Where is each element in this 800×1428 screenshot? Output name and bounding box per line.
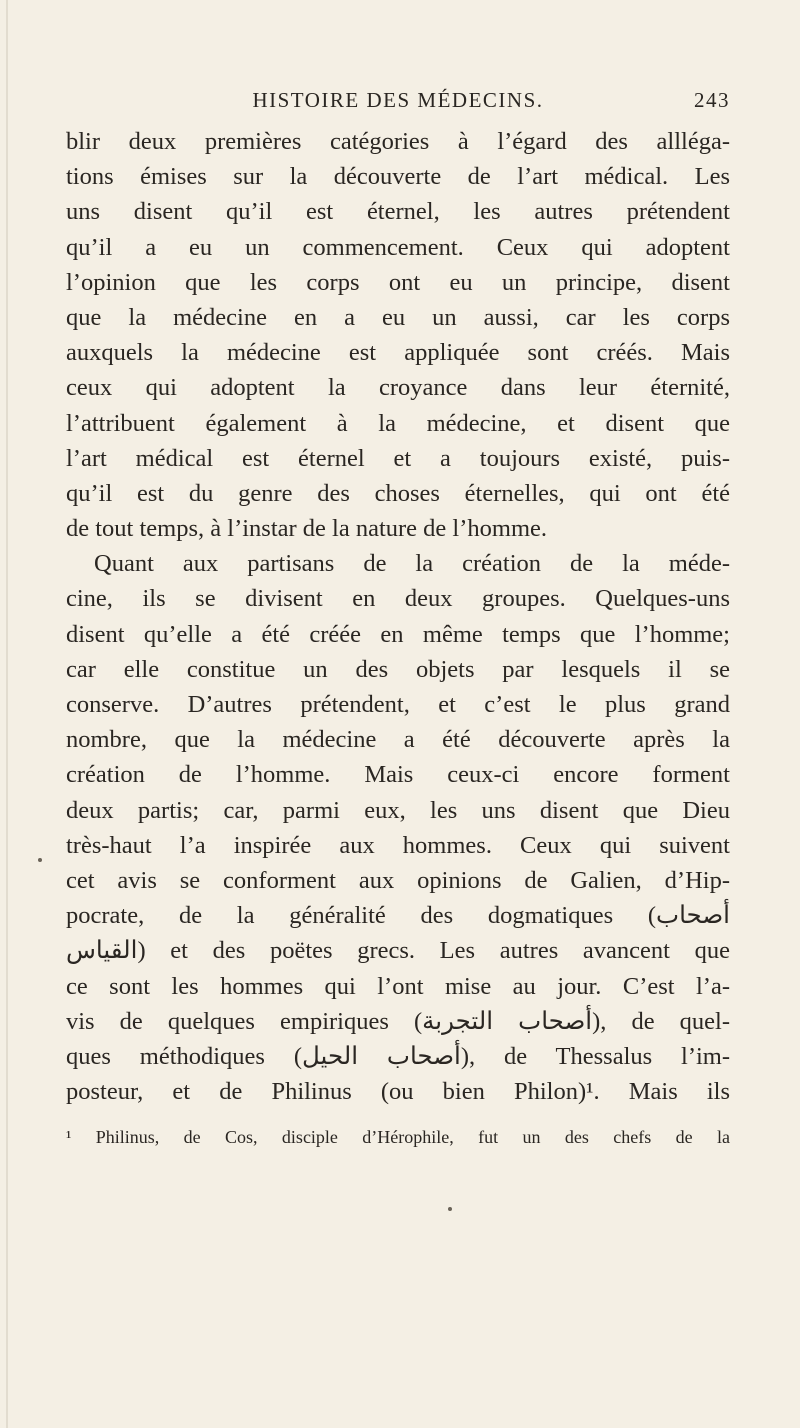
text-line: nombre, que la médecine a été découverte après la	[66, 726, 730, 754]
text-line: de tout temps, à l’instar de la nature de l’homme.	[66, 515, 548, 543]
text-line: uns disent qu’il est éternel, les autres prétendent	[66, 198, 730, 226]
footnote: ¹ Philinus, de Cos, disciple d’Hérophile, fut un des chefs de la	[66, 1127, 730, 1147]
text-line: ques méthodiques (أصحاب الحيل), de Thessalus l’im-	[66, 1042, 730, 1070]
text-line: blir deux premières catégories à l’égard des allléga-	[66, 128, 730, 155]
text-line: deux partis; car, parmi eux, les uns disent que Dieu	[66, 796, 730, 824]
text-line: ce sont les hommes qui l’ont mise au jour. C’est l’a-	[66, 972, 730, 1000]
body-text	[66, 124, 730, 1109]
running-head	[66, 88, 730, 118]
text-line: très-haut l’a inspirée aux hommes. Ceux qui suivent	[66, 831, 730, 859]
page-edge	[6, 0, 8, 1428]
text-line: cine, ils se divisent en deux groupes. Quelques-uns	[66, 585, 730, 613]
running-title: HISTOIRE DES MÉDECINS.	[252, 88, 544, 112]
text-line: l’opinion que les corps ont eu un principe, disent	[66, 268, 730, 296]
text-line: car elle constitue un des objets par lesquels il se	[66, 655, 730, 683]
text-line: auxquels la médecine est appliquée sont créés. Mais	[66, 339, 730, 367]
text-line: القياس) et des poëtes grecs. Les autres avancent que	[66, 937, 730, 965]
text-line: que la médecine en a eu un aussi, car les corps	[66, 303, 730, 331]
text-line: tions émises sur la découverte de l’art médical. Les	[66, 163, 730, 191]
text-line: pocrate, de la généralité des dogmatiques (أصحاب	[66, 902, 730, 930]
text-line: qu’il a eu un commencement. Ceux qui adoptent	[66, 233, 730, 261]
page-number: 243	[694, 88, 730, 112]
text-line: conserve. D’autres prétendent, et c’est le plus grand	[66, 691, 730, 718]
text-line: qu’il est du genre des choses éternelles, qui ont été	[66, 479, 730, 507]
text-line: posteur, et de Philinus (ou bien Philon)¹. Mais ils	[66, 1078, 730, 1106]
text-line: l’art médical est éternel et a toujours existé, puis-	[66, 444, 730, 472]
text-line: Quant aux partisans de la création de la méde-	[94, 550, 730, 578]
text-line: ceux qui adoptent la croyance dans leur éternité,	[66, 374, 730, 402]
margin-speck	[38, 858, 42, 862]
text-line: disent qu’elle a été créée en même temps que l’homme;	[66, 620, 730, 648]
paper-speck	[448, 1207, 452, 1211]
text-line: l’attribuent également à la médecine, et disent que	[66, 409, 730, 437]
text-line: cet avis se conforment aux opinions de Galien, d’Hip-	[66, 866, 730, 894]
text-line: création de l’homme. Mais ceux-ci encore forment	[66, 761, 730, 789]
text-line: vis de quelques empiriques (أصحاب التجربة), de quel-	[66, 1007, 730, 1035]
